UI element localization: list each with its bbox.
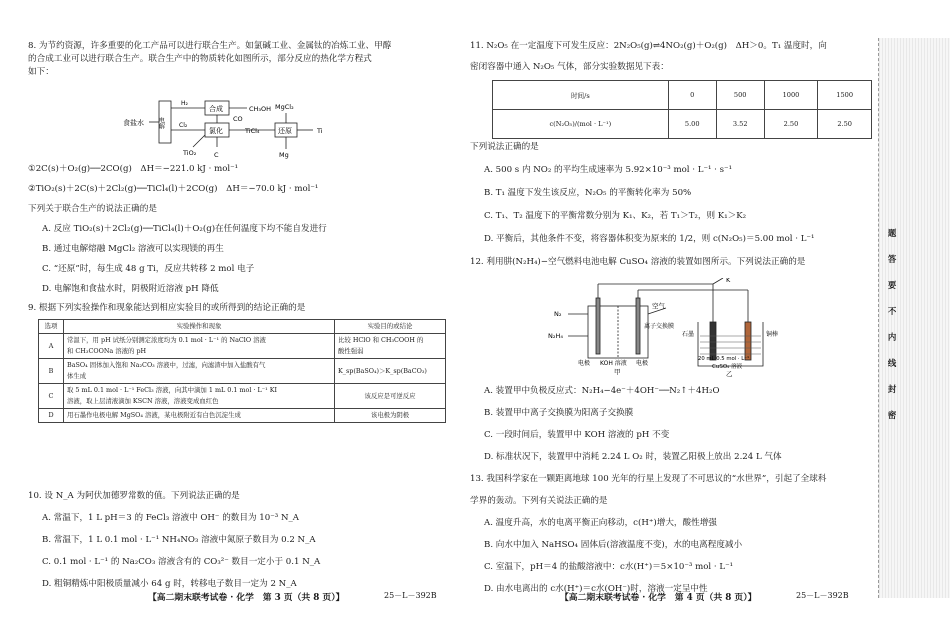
row-operation: [64, 359, 335, 384]
table-row: [493, 110, 872, 139]
row-option: C: [39, 384, 64, 409]
graphite-label: 石墨: [682, 331, 695, 338]
seal-char: 内: [887, 332, 897, 342]
seal-line-notice: [886, 220, 898, 428]
option-d: D. 由水电离出的 c水(H⁺)＝c水(OH⁻)时，溶液一定呈中性: [484, 584, 708, 594]
device-yi-label: 乙: [726, 370, 733, 378]
option-c: C. T₁、T₂ 温度下的平衡常数分别为 K₁、K₂，若 T₁＞T₂，则 K₁＞K₂: [484, 211, 747, 221]
electrode-label-2: 电极: [636, 360, 649, 367]
option-a: A. 500 s 内 NO₂ 的平均生成速率为 5.92×10⁻³ mol · L⁻¹ · s⁻¹: [484, 165, 733, 175]
co-label: CO: [233, 115, 243, 123]
row-option: B: [39, 359, 64, 384]
operation-line: 溶液，取上层清液滴加 KSCN 溶液，溶液变成血红色: [67, 397, 219, 405]
option-b: B. 向水中加入 NaHSO₄ 固体后(溶液温度不变)，水的电离程度减小: [484, 540, 743, 550]
seal-char: 密: [887, 410, 897, 420]
question-13-stem-line: 13. 我国科学家在一颗距离地球 100 光年的行星上发现了不可思议的“水世界”，引起了全球科: [470, 474, 827, 484]
mg-label: Mg: [279, 151, 289, 159]
option-c: C. 0.1 mol · L⁻¹ 的 Na₂CO₃ 溶液含有的 CO₃²⁻ 数目一定小于 0.1 N_A: [42, 557, 321, 567]
seal-char: 答: [887, 254, 897, 264]
option-c: C. 室温下，pH＝4 的盐酸溶液中：c水(H⁺)＝5×10⁻³ mol · L⁻¹: [484, 562, 734, 572]
koh-label: KOH 溶液: [600, 360, 627, 367]
equation-1: ①2C(s)＋O₂(g)──2CO(g) ΔH＝−221.0 kJ · mol⁻¹: [28, 164, 239, 174]
copper-label: 铜棒: [766, 331, 779, 338]
table-header: 实验目的或结论: [335, 320, 446, 334]
row-operation: 用石墨作电极电解 MgSO₄ 溶液，某电极附近有白色沉淀生成: [64, 409, 335, 423]
question-12-options: [470, 385, 870, 464]
conclusion-line: 比较 HClO 和 CH₃COOH 的: [338, 336, 424, 344]
operation-line: 取 5 mL 0.1 mol · L⁻¹ FeCl₃ 溶液，向其中滴加 1 mL 0.1 mol · L⁻¹ KI: [67, 386, 278, 394]
table-cell: 1000: [764, 81, 818, 110]
cuso4-label: CuSO₄ 溶液: [712, 364, 743, 370]
row-option: A: [39, 334, 64, 359]
row-operation: [64, 334, 335, 359]
table-cell: 500: [716, 81, 764, 110]
option-b: B. 装置甲中离子交换膜为阳离子交换膜: [484, 408, 634, 418]
table-cell: 5.00: [668, 110, 716, 139]
question-12-stem: 12. 利用肼(N₂H₄)−空气燃料电池电解 CuSO₄ 溶液的装置如图所示。下列说法正确的是: [470, 257, 806, 267]
table-cell: 3.52: [716, 110, 764, 139]
left-page: [28, 0, 448, 642]
ti-process-diagram: [123, 95, 383, 161]
reduction-label: 还原: [278, 127, 292, 135]
chlorination-label: 氯化: [209, 127, 223, 135]
seal-char: 线: [887, 358, 897, 368]
question-13-stem-line: 学界的轰动。下列有关说法正确的是: [470, 496, 608, 506]
row-option: D: [39, 409, 64, 423]
option-d: D. 粗铜精炼中阳极质量减小 64 g 时，转移电子数目一定为 2 N_A: [42, 579, 297, 589]
conclusion-line: 酸性强弱: [338, 347, 364, 355]
operation-line: 常温下，用 pH 试纸分别测定浓度均为 0.1 mol · L⁻¹ 的 NaClO 溶液: [67, 336, 266, 344]
question-8-prompt: 下列关于联合生产的说法正确的是: [28, 204, 157, 214]
paper-code: 25－L－392B: [384, 591, 437, 600]
option-c: C. “还原”时，每生成 48 g Ti，反应共转移 2 mol 电子: [42, 264, 255, 274]
option-d: D. 标准状况下，装置甲中消耗 2.24 L O₂ 时，装置乙阳极上放出 2.24 L 气体: [484, 452, 782, 462]
option-b: B. 通过电解熔融 MgCl₂ 溶液可以实现镁的再生: [42, 244, 224, 254]
question-8-stem-line: 如下：: [28, 67, 54, 77]
table-header-row: [39, 320, 446, 334]
question-11: [470, 40, 870, 74]
table-row: [39, 359, 446, 384]
row-conclusion: K_sp(BaSO₄)＞K_sp(BaCO₃): [335, 359, 446, 384]
table-row: [39, 409, 446, 423]
synthesis-label: 合成: [209, 105, 223, 113]
question-10: [28, 490, 448, 591]
kinetics-table: [492, 80, 872, 139]
option-a: A. 装置甲中负极反应式：N₂H₄−4e⁻＋4OH⁻──N₂↑＋4H₂O: [484, 386, 720, 396]
option-a: A. 常温下，1 L pH＝3 的 FeCl₃ 溶液中 OH⁻ 的数目为 10⁻³ N_A: [42, 513, 299, 523]
question-10-stem: 10. 设 N_A 为阿伏加德罗常数的值。下列说法正确的是: [28, 491, 240, 501]
solution-concentration-label: 20 mL 0.5 mol · L⁻¹: [698, 356, 750, 362]
page-footer: 【高二期末联考试卷 · 化学 第 3 页（共 8 页）】: [148, 593, 345, 603]
equation-2: ②TiO₂(s)＋2C(s)＋2Cl₂(g)──TiCl₄(l)＋2CO(g) ΔH＝−70.0 kJ · mol⁻¹: [28, 184, 319, 194]
ti-label: Ti: [317, 127, 323, 135]
carbon-label: C: [214, 151, 219, 159]
seal-char: 封: [887, 384, 897, 394]
right-page: [470, 0, 870, 642]
question-11-prompt: 下列说法正确的是: [470, 142, 539, 152]
brine-label: 食盐水: [123, 119, 144, 127]
question-8: [28, 40, 448, 79]
table-cell: 2.50: [764, 110, 818, 139]
option-a: A. 温度升高，水的电离平衡正向移动，c(H⁺)增大，酸性增强: [484, 518, 717, 528]
table-header: 实验操作和现象: [64, 320, 335, 334]
electrode-label-1: 电极: [578, 360, 591, 367]
paper-code: 25－L－392B: [796, 591, 849, 600]
option-a: A. 反应 TiO₂(s)＋2Cl₂(g)──TiCl₄(l)＋O₂(g)在任何温度下均不能自发进行: [42, 224, 327, 234]
table-cell: 时间/s: [493, 81, 669, 110]
air-label: 空气: [652, 302, 665, 310]
seal-char: 题: [887, 228, 897, 238]
operation-line: 体生成: [67, 372, 87, 380]
membrane-label: 离子交换膜: [644, 323, 675, 330]
option-b: B. T₁ 温度下发生该反应，N₂O₅ 的平衡转化率为 50%: [484, 188, 692, 198]
switch-k-label: K: [726, 278, 731, 284]
question-11-stem-line: 11. N₂O₅ 在一定温度下可发生反应：2N₂O₅(g)⇌4NO₂(g)＋O₂(g) ΔH＞0。T₁ 温度时，向: [470, 41, 827, 51]
cl2-label: Cl₂: [179, 122, 188, 129]
table-cell: 0: [668, 81, 716, 110]
row-conclusion: [335, 334, 446, 359]
table-header: 选项: [39, 320, 64, 334]
table-row: [39, 334, 446, 359]
question-8-stem-line: 的合成工业可以进行联合生产。联合生产中的物质转化如图所示，部分反应的热化学方程式: [28, 54, 372, 64]
row-conclusion: 该电极为阴极: [335, 409, 446, 423]
page-footer: 【高二期末联考试卷 · 化学 第 4 页（共 8 页）】: [560, 593, 757, 603]
question-13: [470, 473, 870, 596]
question-8-body: [28, 163, 448, 296]
table-cell: 2.50: [818, 110, 872, 139]
option-c: C. 一段时间后，装置甲中 KOH 溶液的 pH 不变: [484, 430, 670, 440]
n2-label: N₂: [554, 310, 562, 318]
operation-line: 和 CH₃COONa 溶液的 pH: [67, 347, 147, 355]
question-11-body: [470, 141, 870, 269]
row-conclusion: 该反应是可逆反应: [335, 384, 446, 409]
h2-label: H₂: [181, 100, 188, 107]
operation-line: BaSO₄ 固体加入饱和 Na₂CO₃ 溶液中，过滤，向滤渣中加入盐酸有气: [67, 361, 266, 369]
question-9-stem: 9. 根据下列实验操作和现象能达到相应实验目的或所得到的结论正确的是: [28, 303, 306, 313]
mgcl2-label: MgCl₂: [275, 103, 294, 111]
table-cell: c(N₂O₅)/(mol · L⁻¹): [493, 110, 669, 139]
table-cell: 1500: [818, 81, 872, 110]
tio2-label: TiO₂: [183, 149, 197, 157]
n2h4-label: N₂H₄: [548, 332, 563, 340]
experiment-table: [38, 319, 446, 423]
ticl4-label: TiCl₄: [245, 127, 260, 135]
ch3oh-label: CH₃OH: [249, 105, 272, 113]
table-row: [39, 384, 446, 409]
option-b: B. 常温下，1 L 0.1 mol · L⁻¹ NH₄NO₃ 溶液中氮原子数目为 0.2 N_A: [42, 535, 316, 545]
seal-char: 要: [887, 280, 897, 290]
device-jia-label: 甲: [614, 368, 621, 376]
row-operation: [64, 384, 335, 409]
question-8-stem-line: 8. 为节约资源，许多重要的化工产品可以进行联合生产。如氯碱工业、金属钛的冶炼工业、甲醇: [28, 41, 392, 51]
option-d: D. 电解饱和食盐水时，阴极附近溶液 pH 降低: [42, 284, 219, 294]
seal-char: 不: [887, 306, 897, 316]
electrolysis-label: 电解: [157, 117, 165, 129]
question-11-stem-line: 密闭容器中通入 N₂O₅ 气体，部分实验数据见下表：: [470, 62, 669, 72]
option-d: D. 平衡后，其他条件不变，将容器体积变为原来的 1/2，则 c(N₂O₅)＝5.00 mol · L⁻¹: [484, 234, 815, 244]
table-row: [493, 81, 872, 110]
fuel-cell-diagram: [548, 278, 798, 378]
